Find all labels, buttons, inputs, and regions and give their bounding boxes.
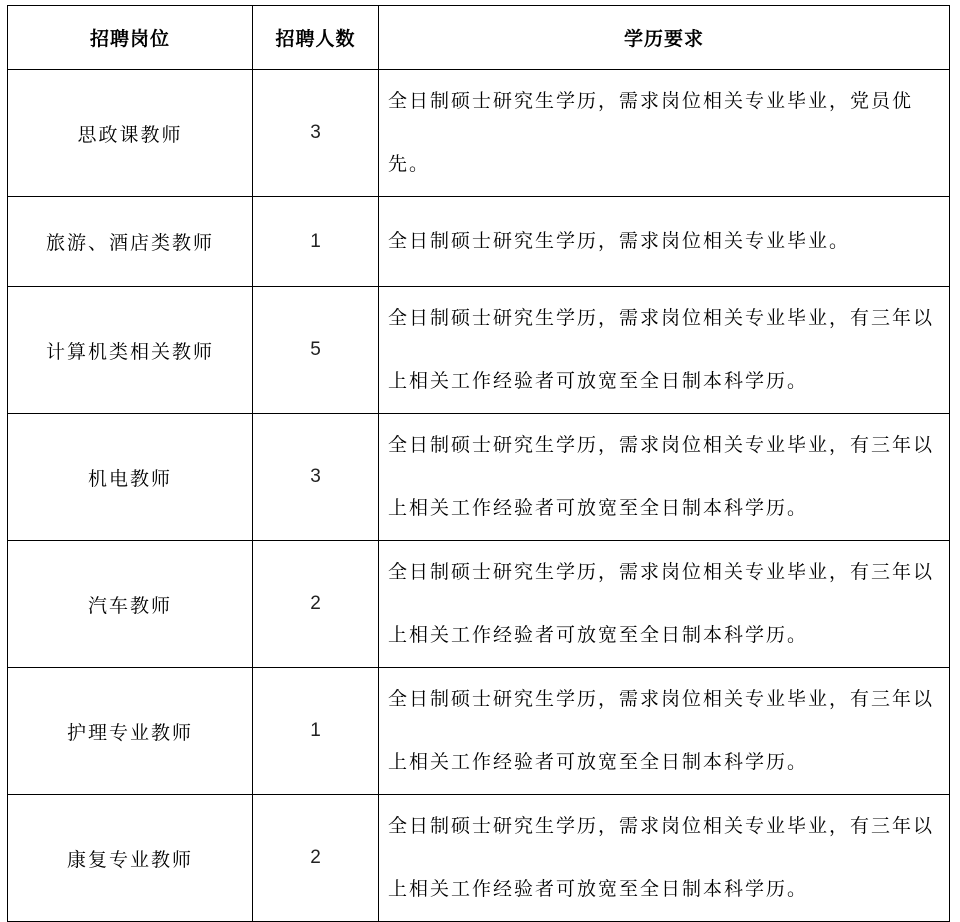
table-header	[8, 6, 950, 70]
cell-position: 计算机类相关教师	[8, 287, 253, 414]
header-row	[8, 6, 950, 70]
cell-position: 旅游、酒店类教师	[8, 197, 253, 287]
cell-position: 护理专业教师	[8, 668, 253, 795]
cell-count: 2	[253, 795, 379, 922]
cell-position: 康复专业教师	[8, 795, 253, 922]
cell-position: 汽车教师	[8, 541, 253, 668]
header-position: 招聘岗位	[8, 6, 253, 70]
cell-requirement: 全日制硕士研究生学历，需求岗位相关专业毕业，有三年以上相关工作经验者可放宽至全日制本科学历。	[379, 795, 950, 922]
table-row	[8, 70, 950, 197]
cell-count: 5	[253, 287, 379, 414]
cell-count: 1	[253, 668, 379, 795]
cell-requirement: 全日制硕士研究生学历，需求岗位相关专业毕业。	[379, 197, 950, 287]
cell-count: 1	[253, 197, 379, 287]
cell-requirement: 全日制硕士研究生学历，需求岗位相关专业毕业，有三年以上相关工作经验者可放宽至全日制本科学历。	[379, 287, 950, 414]
table-row	[8, 414, 950, 541]
recruitment-table	[7, 5, 950, 922]
table-row	[8, 668, 950, 795]
cell-count: 2	[253, 541, 379, 668]
cell-requirement: 全日制硕士研究生学历，需求岗位相关专业毕业，党员优先。	[379, 70, 950, 197]
table-row	[8, 795, 950, 922]
table-row	[8, 197, 950, 287]
cell-position: 思政课教师	[8, 70, 253, 197]
table-body	[8, 70, 950, 922]
cell-requirement: 全日制硕士研究生学历，需求岗位相关专业毕业，有三年以上相关工作经验者可放宽至全日制本科学历。	[379, 541, 950, 668]
table-row	[8, 541, 950, 668]
cell-requirement: 全日制硕士研究生学历，需求岗位相关专业毕业，有三年以上相关工作经验者可放宽至全日制本科学历。	[379, 668, 950, 795]
cell-count: 3	[253, 70, 379, 197]
header-requirement: 学历要求	[379, 6, 950, 70]
header-count: 招聘人数	[253, 6, 379, 70]
cell-position: 机电教师	[8, 414, 253, 541]
cell-count: 3	[253, 414, 379, 541]
cell-requirement: 全日制硕士研究生学历，需求岗位相关专业毕业，有三年以上相关工作经验者可放宽至全日制本科学历。	[379, 414, 950, 541]
table-row	[8, 287, 950, 414]
